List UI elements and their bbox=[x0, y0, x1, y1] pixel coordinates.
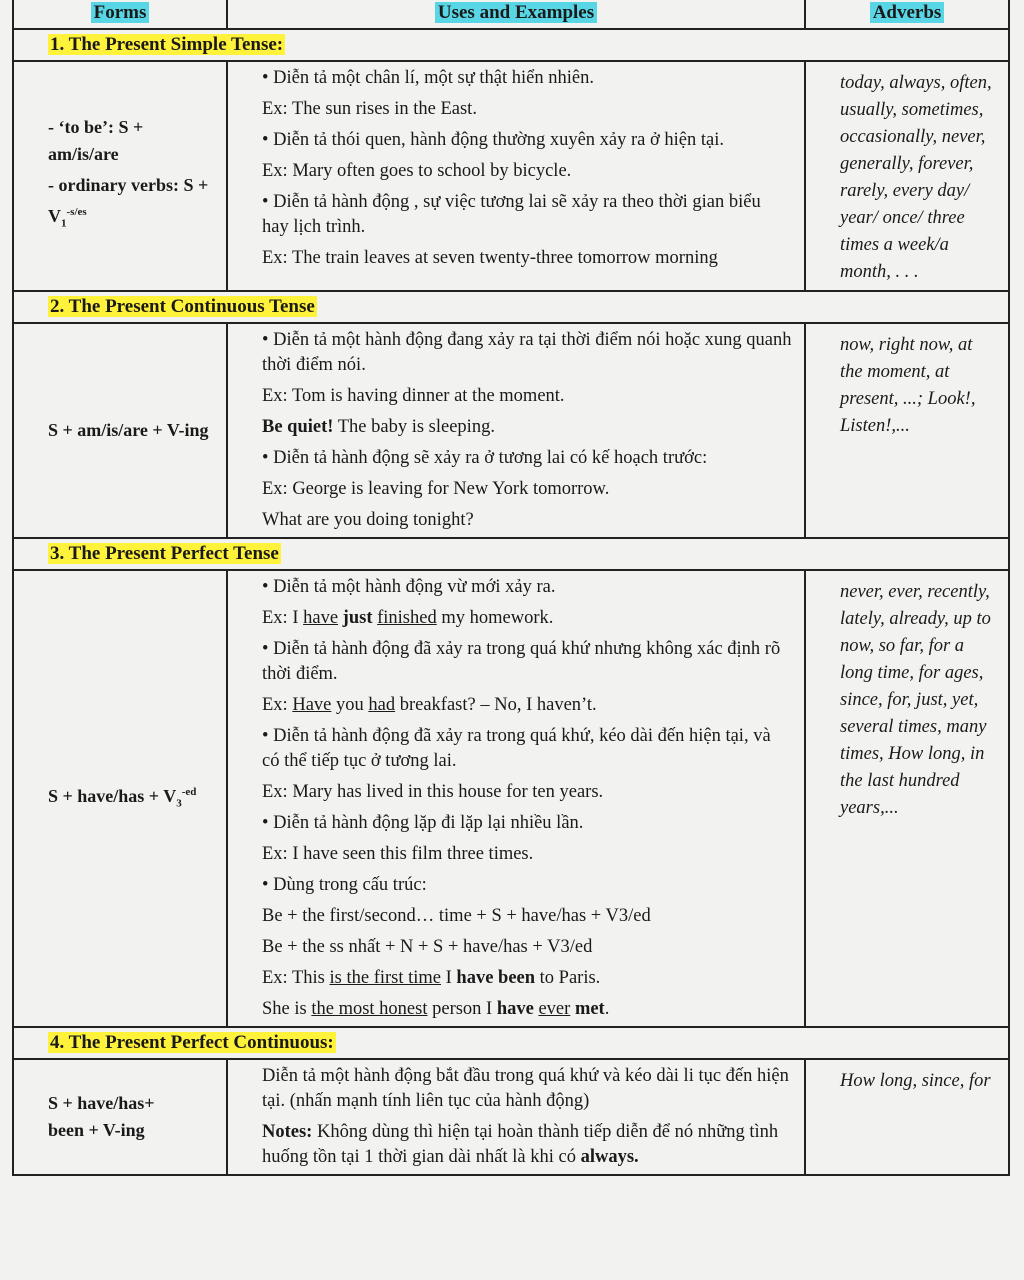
section-title-row bbox=[13, 291, 1009, 323]
use-line: • Dùng trong cấu trúc: bbox=[262, 875, 427, 895]
example-line: Ex: This is the first time I have been to Paris. bbox=[262, 968, 601, 988]
form-cell bbox=[13, 1059, 227, 1175]
structure-line: Be + the ss nhất + N + S + have/has + V3/ed bbox=[262, 937, 593, 957]
example-line: What are you doing tonight? bbox=[262, 510, 474, 530]
example-line: Ex: Have you had breakfast? – No, I haven’t. bbox=[262, 695, 597, 715]
section-title: 2. The Present Continuous Tense bbox=[50, 296, 315, 317]
section-title-row bbox=[13, 29, 1009, 61]
form-cell bbox=[13, 61, 227, 291]
form-line: S + have/has+ bbox=[48, 1093, 155, 1113]
header-adverbs: Adverbs bbox=[805, 0, 1009, 29]
example-line: Be quiet! The baby is sleeping. bbox=[262, 417, 495, 437]
use-line: • Diễn tả hành động đã xảy ra trong quá khứ nhưng không xác định rõ thời điểm. bbox=[262, 639, 781, 684]
uses-cell bbox=[227, 61, 805, 291]
section-body-row bbox=[13, 1059, 1009, 1175]
structure-line: Be + the first/second… time + S + have/has + V3/ed bbox=[262, 906, 651, 926]
header-forms: Forms bbox=[13, 0, 227, 29]
form-cell bbox=[13, 570, 227, 1027]
use-line: • Diễn tả một hành động đang xảy ra tại thời điểm nói hoặc xung quanh thời điểm nói. bbox=[262, 330, 792, 375]
form-to-be: - ‘to be’: S + am/is/are bbox=[48, 117, 144, 165]
example-line: Ex: George is leaving for New York tomorrow. bbox=[262, 479, 610, 499]
example-line: She is the most honest person I have ever met. bbox=[262, 999, 610, 1019]
header-uses: Uses and Examples bbox=[227, 0, 805, 29]
section-title: 4. The Present Perfect Continuous: bbox=[50, 1032, 334, 1053]
use-line: • Diễn tả một hành động vừ mới xảy ra. bbox=[262, 577, 556, 597]
example-line: Ex: Tom is having dinner at the moment. bbox=[262, 386, 565, 406]
section-title-row bbox=[13, 538, 1009, 570]
use-line: Diễn tả một hành động bắt đầu trong quá khứ và kéo dài li tục đến hiện tại. (nhấn mạnh tính liên tục của hành động) bbox=[262, 1066, 789, 1111]
use-line: • Diễn tả một chân lí, một sự thật hiển nhiên. bbox=[262, 68, 594, 88]
uses-cell bbox=[227, 570, 805, 1027]
section-body-row bbox=[13, 323, 1009, 538]
section-body-row bbox=[13, 570, 1009, 1027]
example-line: Ex: I have just finished my homework. bbox=[262, 608, 554, 628]
notes-line: Notes: Không dùng thì hiện tại hoàn thành tiếp diễn để nó những tình huống tồn tại 1 thời gian dài nhất là khi có always. bbox=[262, 1122, 779, 1167]
uses-cell bbox=[227, 323, 805, 538]
section-title-row bbox=[13, 1027, 1009, 1059]
form-formula: S + have/has + $V_3^{-ed}$ bbox=[48, 786, 197, 810]
form-ordinary-verbs: - ordinary verbs: $S + V_1^{-s/es}$ bbox=[48, 175, 209, 230]
header-row bbox=[13, 0, 1009, 29]
example-line: Ex: Mary has lived in this house for ten years. bbox=[262, 782, 604, 802]
section-title: 1. The Present Simple Tense: bbox=[50, 34, 284, 55]
section-body-row bbox=[13, 61, 1009, 291]
adverbs-cell: now, right now, at the moment, at present, ...; Look!, Listen!,... bbox=[805, 323, 1009, 538]
example-line: Ex: The sun rises in the East. bbox=[262, 99, 477, 119]
adverbs-cell: never, ever, recently, lately, already, up to now, so far, for a long time, for ages, since, for, just, yet, several times, many times, How long, in the last hundred years,... bbox=[805, 570, 1009, 1027]
section-title: 3. The Present Perfect Tense bbox=[50, 543, 279, 564]
example-line: Ex: I have seen this film three times. bbox=[262, 844, 534, 864]
form-line: been + V-ing bbox=[48, 1120, 145, 1140]
use-line: • Diễn tả hành động sẽ xảy ra ở tương lai có kế hoạch trước: bbox=[262, 448, 708, 468]
example-line: Ex: The train leaves at seven twenty-three tomorrow morning bbox=[262, 248, 718, 268]
adverbs-cell: How long, since, for bbox=[805, 1059, 1009, 1175]
use-line: • Diễn tả hành động đã xảy ra trong quá khứ, kéo dài đến hiện tại, và có thể tiếp tục ở tương lai. bbox=[262, 726, 771, 771]
use-line: • Diễn tả hành động , sự việc tương lai sẽ xảy ra theo thời gian biểu hay lịch trình. bbox=[262, 192, 761, 237]
tense-table bbox=[12, 0, 1010, 1176]
adverbs-cell: today, always, often, usually, sometimes, occasionally, never, generally, forever, rarely, every day/ year/ once/ three times a week/a month, . . . bbox=[805, 61, 1009, 291]
uses-cell bbox=[227, 1059, 805, 1175]
form-formula: S + am/is/are + V-ing bbox=[48, 420, 209, 440]
example-line: Ex: Mary often goes to school by bicycle. bbox=[262, 161, 572, 181]
use-line: • Diễn tả thói quen, hành động thường xuyên xảy ra ở hiện tại. bbox=[262, 130, 724, 150]
use-line: • Diễn tả hành động lặp đi lặp lại nhiều lần. bbox=[262, 813, 584, 833]
form-cell bbox=[13, 323, 227, 538]
